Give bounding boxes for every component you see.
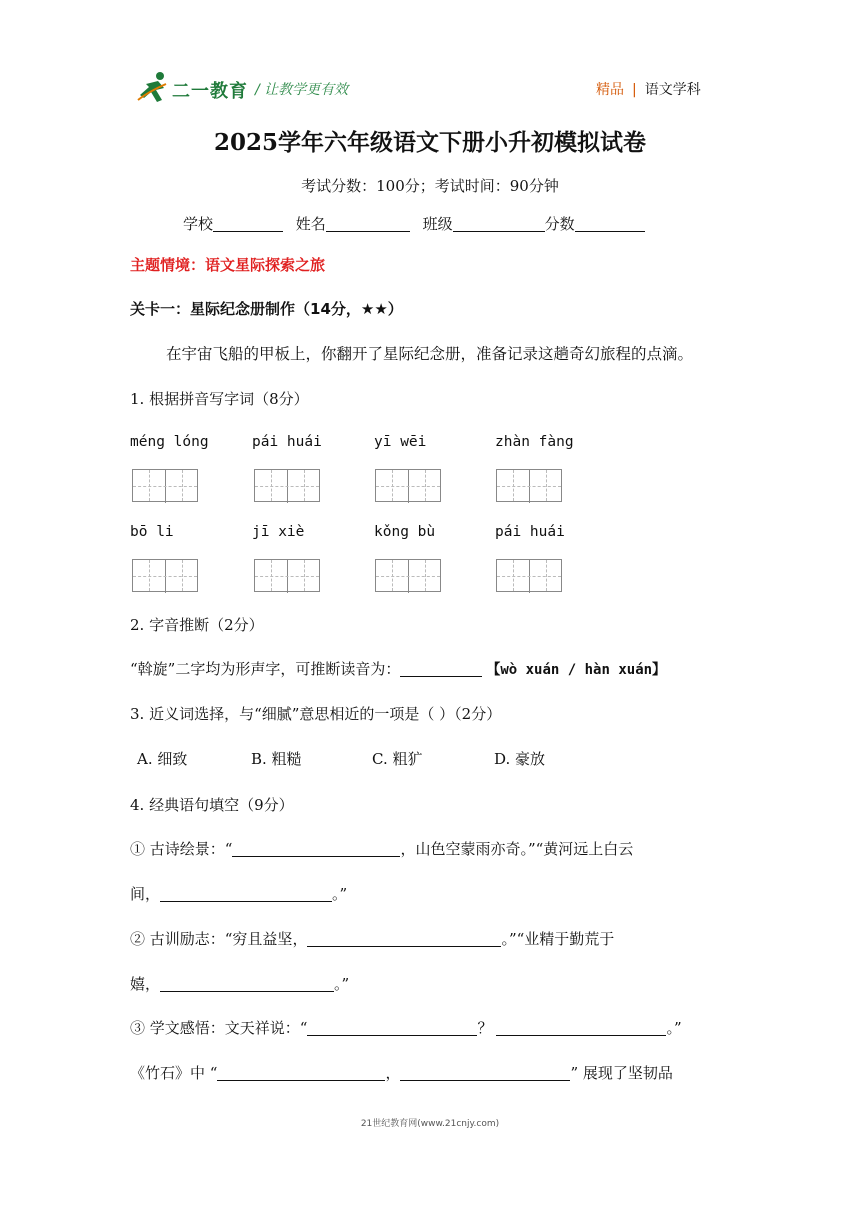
intro-paragraph: 在宇宙飞船的甲板上，你翻开了星际纪念册，准备记录这趟奇幻旅程的点滴。 [166,345,694,363]
option-a[interactable]: A. 细致 [137,750,188,768]
page-title: 2025学年六年级语文下册小升初模拟试卷 [213,129,646,156]
writing-grid[interactable] [496,559,562,592]
answer-blank[interactable] [232,840,400,857]
pinyin: jī xiè [252,524,305,540]
q4-line [130,928,614,949]
slogan: / 让教学更有效 [255,82,349,98]
q3-title: 3. 近义词选择，与“细腻”意思相近的一项是（ ）（2分） [130,705,502,723]
pinyin: pái huái [495,524,565,540]
score-blank[interactable] [575,215,645,232]
option-b[interactable]: B. 粗糙 [251,750,302,768]
q4-text: 《竹石》中 “ [130,1064,218,1082]
option-c[interactable]: C. 粗犷 [372,750,423,768]
pinyin: zhàn fàng [495,434,574,450]
q4-text: 。” [334,975,350,993]
writing-grid[interactable] [254,559,320,592]
q4-text: 。”“业精于勤荒于 [501,930,615,948]
class-label: 班级 [422,215,453,233]
writing-grid[interactable] [375,469,441,502]
header-separator: | [632,82,637,98]
q4-line [130,838,633,859]
answer-blank[interactable] [160,885,332,902]
answer-blank[interactable] [400,1064,570,1081]
q4-text: ？ [477,1019,493,1037]
q4-title: 4. 经典语句填空（9分） [130,796,294,814]
q4-line [130,883,347,904]
school-label: 学校 [183,215,214,233]
student-info-fields [183,213,645,234]
q2-options: 【wò xuán / hàn xuán】 [486,662,667,678]
premium-tag: 精品 [596,82,624,98]
writing-grid[interactable] [375,559,441,592]
level-heading: 关卡一：星际纪念册制作（14分，★★） [130,300,403,318]
q4-text: ，山色空蒙雨亦奇。”“黄河远上白云 [400,840,634,858]
answer-blank[interactable] [307,930,501,947]
answer-blank[interactable] [400,660,482,677]
school-blank[interactable] [213,215,283,232]
header-right [596,79,701,99]
logo [136,70,172,104]
exam-info: 考试分数：100分；考试时间：90分钟 [301,177,559,195]
q2-text: “斡旋”二字均为形声字，可推断读音为： [130,660,401,678]
q1-title: 1. 根据拼音写字词（8分） [130,390,309,408]
footer: 21世纪教育网(www.21cnjy.com) [360,1119,500,1129]
q4-text: 。” [666,1019,682,1037]
name-label: 姓名 [295,215,326,233]
writing-grid[interactable] [496,469,562,502]
q2-title: 2. 字音推断（2分） [130,616,264,634]
option-d[interactable]: D. 豪放 [494,750,546,768]
q4-text: 嬉， [130,975,161,993]
name-blank[interactable] [326,215,410,232]
q4-text: ② 古训励志：“穷且益坚， [130,930,308,948]
pinyin: bō li [130,524,174,540]
q4-line [130,973,349,994]
answer-blank[interactable] [496,1019,666,1036]
q4-text: ① 古诗绘景：“ [130,840,233,858]
q4-text: ” 展现了坚韧品 [570,1064,673,1082]
pinyin: kǒng bù [374,524,436,540]
q2-line [130,658,666,679]
class-blank[interactable] [453,215,545,232]
logo-text: 二一教育 [172,81,248,102]
pinyin: méng lóng [130,434,209,450]
pinyin: pái huái [252,434,322,450]
subject-label: 语文学科 [644,82,701,98]
theme-heading: 主题情境：语文星际探索之旅 [130,256,326,274]
score-label: 分数 [544,215,575,233]
q4-text: 间， [130,885,161,903]
q4-line [130,1017,682,1038]
answer-blank[interactable] [160,975,334,992]
writing-grid[interactable] [132,559,198,592]
pinyin: yī wēi [374,434,427,450]
writing-grid[interactable] [254,469,320,502]
q4-text: ③ 学文感悟：文天祥说：“ [130,1019,308,1037]
answer-blank[interactable] [217,1064,385,1081]
q4-line [130,1062,673,1083]
q4-text: 。” [332,885,348,903]
q4-text: ， [385,1064,401,1082]
writing-grid[interactable] [132,469,198,502]
answer-blank[interactable] [307,1019,477,1036]
runner-logo-icon [136,70,172,104]
